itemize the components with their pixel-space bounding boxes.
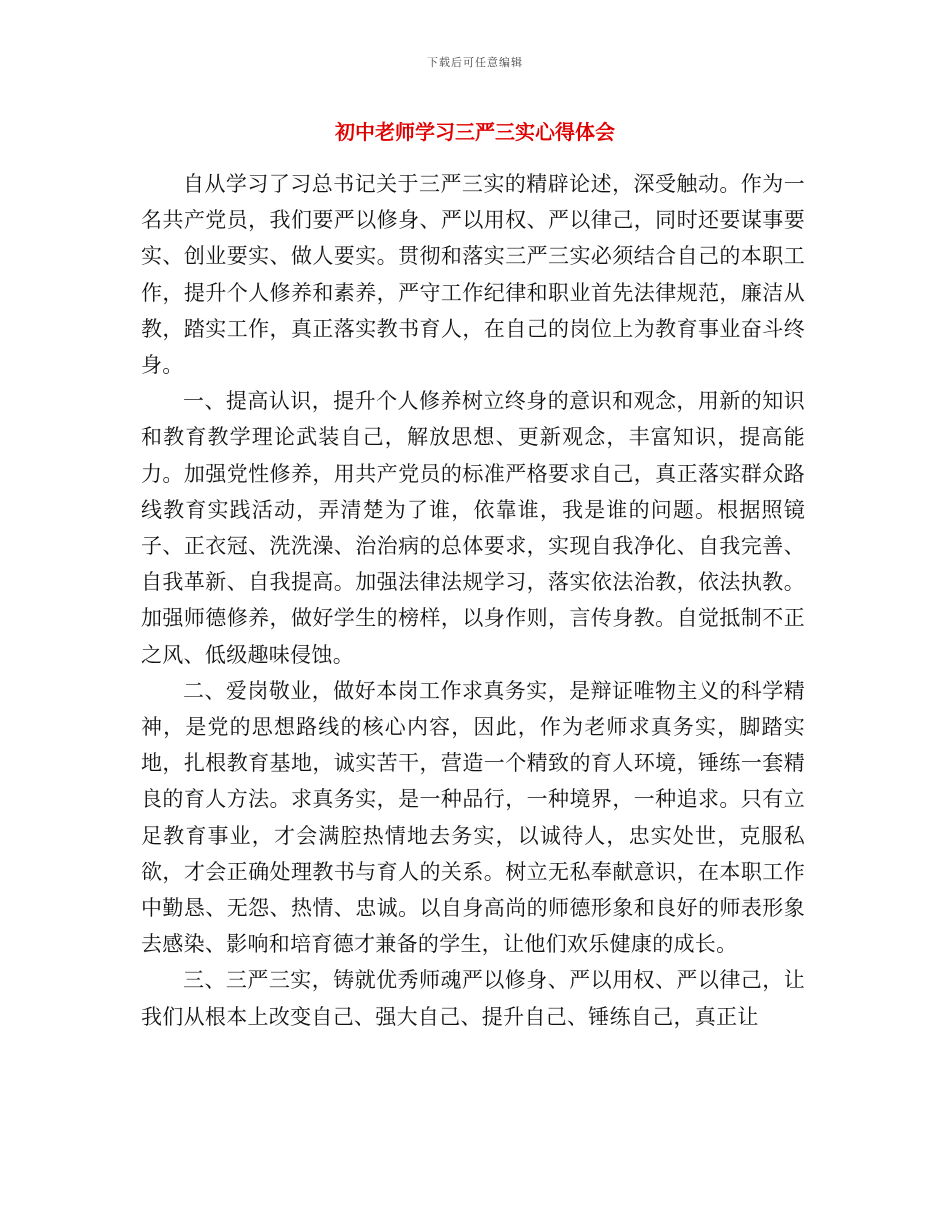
paragraph-section-2: 二、爱岗敬业，做好本岗工作求真务实，是辩证唯物主义的科学精神，是党的思想路线的核心内容，因此，作为老师求真务实，脚踏实地，扎根教育基地，诚实苦干，营造一个精致的育人环境，锤练一套精良的育人方法。求真务实，是一种品行，一种境界，一种追求。只有立足教育事业，才会满腔热情地去务实，以诚待人，忠实处世，克服私欲，才会正确处理教书与育人的关系。树立无私奉献意识，在本职工作中勤恳、无怨、热情、忠诚。以自身高尚的师德形象和良好的师表形象去感染、影响和培育德才兼备的学生，让他们欢乐健康的成长。 (141, 678, 805, 957)
document-title: 初中老师学习三严三实心得体会 (335, 120, 615, 144)
document-body (141, 166, 805, 1035)
paragraph-section-3: 三、三严三实，铸就优秀师魂严以修身、严以用权、严以律己，让我们从根本上改变自己、强大自己、提升自己、锤练自己，真正让 (141, 968, 805, 1029)
header-note: 下载后可任意编辑 (427, 56, 523, 69)
paragraph-section-1: 一、提高认识，提升个人修养树立终身的意识和观念，用新的知识和教育教学理论武装自己，解放思想、更新观念，丰富知识，提高能力。加强党性修养，用共产党员的标准严格要求自己，真正落实群众路线教育实践活动，弄清楚为了谁，依靠谁，我是谁的问题。根据照镜子、正衣冠、洗洗澡、治治病的总体要求，实现自我净化、自我完善、自我革新、自我提高。加强法律法规学习，落实依法治教，依法执教。加强师德修养，做好学生的榜样，以身作则，言传身教。自觉抵制不正之风、低级趣味侵蚀。 (141, 389, 805, 667)
paragraph-intro: 自从学习了习总书记关于三严三实的精辟论述，深受触动。作为一名共产党员，我们要严以修身、严以用权、严以律己，同时还要谋事要实、创业要实、做人要实。贯彻和落实三严三实必须结合自己的本职工作，提升个人修养和素养，严守工作纪律和职业首先法律规范，廉洁从教，踏实工作，真正落实教书育人，在自己的岗位上为教育事业奋斗终身。 (141, 172, 805, 378)
